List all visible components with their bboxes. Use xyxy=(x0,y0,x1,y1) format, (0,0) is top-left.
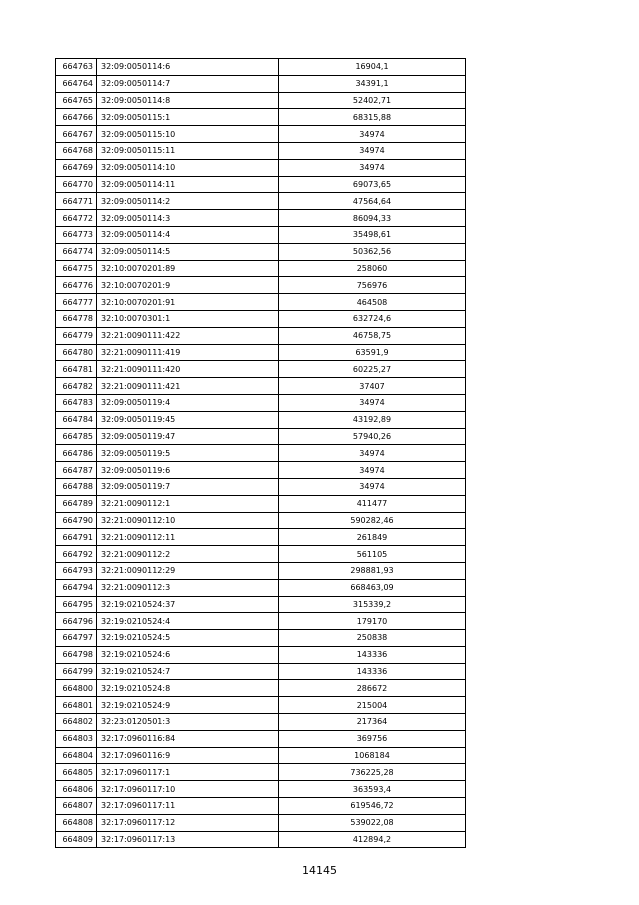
record-number-cell: 664799 xyxy=(56,663,97,680)
registry-table xyxy=(55,58,466,848)
table-row xyxy=(56,394,466,411)
record-number-cell: 664784 xyxy=(56,411,97,428)
table-row xyxy=(56,378,466,395)
table-row xyxy=(56,226,466,243)
record-number-cell: 664797 xyxy=(56,630,97,647)
record-number-cell: 664792 xyxy=(56,546,97,563)
table-row xyxy=(56,344,466,361)
cadastral-number-cell: 32:19:0210524:8 xyxy=(97,680,279,697)
table-row xyxy=(56,714,466,731)
table-row xyxy=(56,781,466,798)
cadastral-number-cell: 32:09:0050114:11 xyxy=(97,176,279,193)
cadastral-number-cell: 32:21:0090111:419 xyxy=(97,344,279,361)
record-number-cell: 664776 xyxy=(56,277,97,294)
record-number-cell: 664779 xyxy=(56,327,97,344)
table-row xyxy=(56,814,466,831)
record-number-cell: 664770 xyxy=(56,176,97,193)
cadastral-number-cell: 32:19:0210524:7 xyxy=(97,663,279,680)
value-cell: 37407 xyxy=(279,378,466,395)
cadastral-number-cell: 32:17:0960117:13 xyxy=(97,831,279,848)
cadastral-number-cell: 32:09:0050119:45 xyxy=(97,411,279,428)
cadastral-number-cell: 32:10:0070201:9 xyxy=(97,277,279,294)
table-row xyxy=(56,109,466,126)
table-row xyxy=(56,277,466,294)
cadastral-number-cell: 32:09:0050114:8 xyxy=(97,92,279,109)
table-row xyxy=(56,697,466,714)
value-cell: 16904,1 xyxy=(279,59,466,76)
value-cell: 57940,26 xyxy=(279,428,466,445)
cadastral-number-cell: 32:17:0960116:84 xyxy=(97,730,279,747)
value-cell: 50362,56 xyxy=(279,243,466,260)
value-cell: 52402,71 xyxy=(279,92,466,109)
cadastral-number-cell: 32:17:0960117:10 xyxy=(97,781,279,798)
table-row xyxy=(56,529,466,546)
record-number-cell: 664803 xyxy=(56,730,97,747)
record-number-cell: 664772 xyxy=(56,210,97,227)
cadastral-number-cell: 32:17:0960117:12 xyxy=(97,814,279,831)
value-cell: 412894,2 xyxy=(279,831,466,848)
value-cell: 35498,61 xyxy=(279,226,466,243)
value-cell: 34974 xyxy=(279,126,466,143)
table-row xyxy=(56,646,466,663)
cadastral-number-cell: 32:09:0050115:10 xyxy=(97,126,279,143)
table-row xyxy=(56,75,466,92)
value-cell: 143336 xyxy=(279,646,466,663)
record-number-cell: 664773 xyxy=(56,226,97,243)
cadastral-number-cell: 32:10:0070201:89 xyxy=(97,260,279,277)
cadastral-number-cell: 32:09:0050119:4 xyxy=(97,394,279,411)
table-row xyxy=(56,596,466,613)
value-cell: 539022,08 xyxy=(279,814,466,831)
table-row xyxy=(56,680,466,697)
value-cell: 34974 xyxy=(279,394,466,411)
record-number-cell: 664766 xyxy=(56,109,97,126)
record-number-cell: 664807 xyxy=(56,798,97,815)
cadastral-number-cell: 32:09:0050119:6 xyxy=(97,462,279,479)
table-row xyxy=(56,546,466,563)
value-cell: 363593,4 xyxy=(279,781,466,798)
value-cell: 369756 xyxy=(279,730,466,747)
value-cell: 619546,72 xyxy=(279,798,466,815)
record-number-cell: 664764 xyxy=(56,75,97,92)
record-number-cell: 664806 xyxy=(56,781,97,798)
table-row xyxy=(56,126,466,143)
cadastral-number-cell: 32:09:0050114:2 xyxy=(97,193,279,210)
value-cell: 34974 xyxy=(279,462,466,479)
value-cell: 590282,46 xyxy=(279,512,466,529)
table-row xyxy=(56,176,466,193)
cadastral-number-cell: 32:09:0050114:6 xyxy=(97,59,279,76)
record-number-cell: 664778 xyxy=(56,310,97,327)
table-row xyxy=(56,747,466,764)
table-row xyxy=(56,294,466,311)
value-cell: 34974 xyxy=(279,142,466,159)
table-row xyxy=(56,579,466,596)
page-number: 14145 xyxy=(302,864,337,877)
record-number-cell: 664791 xyxy=(56,529,97,546)
value-cell: 86094,33 xyxy=(279,210,466,227)
record-number-cell: 664789 xyxy=(56,495,97,512)
table-row xyxy=(56,730,466,747)
table-row xyxy=(56,764,466,781)
cadastral-number-cell: 32:09:0050114:4 xyxy=(97,226,279,243)
table-row xyxy=(56,512,466,529)
record-number-cell: 664783 xyxy=(56,394,97,411)
record-number-cell: 664793 xyxy=(56,562,97,579)
table-row xyxy=(56,428,466,445)
table-row xyxy=(56,831,466,848)
cadastral-number-cell: 32:21:0090112:11 xyxy=(97,529,279,546)
table-row xyxy=(56,92,466,109)
cadastral-number-cell: 32:10:0070201:91 xyxy=(97,294,279,311)
cadastral-number-cell: 32:19:0210524:37 xyxy=(97,596,279,613)
record-number-cell: 664781 xyxy=(56,361,97,378)
value-cell: 34974 xyxy=(279,159,466,176)
value-cell: 250838 xyxy=(279,630,466,647)
value-cell: 258060 xyxy=(279,260,466,277)
record-number-cell: 664780 xyxy=(56,344,97,361)
value-cell: 43192,89 xyxy=(279,411,466,428)
record-number-cell: 664771 xyxy=(56,193,97,210)
value-cell: 756976 xyxy=(279,277,466,294)
value-cell: 736225,28 xyxy=(279,764,466,781)
value-cell: 46758,75 xyxy=(279,327,466,344)
table-row xyxy=(56,613,466,630)
value-cell: 217364 xyxy=(279,714,466,731)
value-cell: 411477 xyxy=(279,495,466,512)
record-number-cell: 664774 xyxy=(56,243,97,260)
table-row xyxy=(56,411,466,428)
value-cell: 34974 xyxy=(279,445,466,462)
value-cell: 60225,27 xyxy=(279,361,466,378)
cadastral-number-cell: 32:19:0210524:6 xyxy=(97,646,279,663)
table-row xyxy=(56,193,466,210)
cadastral-number-cell: 32:21:0090112:2 xyxy=(97,546,279,563)
table-row xyxy=(56,361,466,378)
cadastral-number-cell: 32:09:0050114:5 xyxy=(97,243,279,260)
table-row xyxy=(56,663,466,680)
cadastral-number-cell: 32:19:0210524:9 xyxy=(97,697,279,714)
table-row xyxy=(56,159,466,176)
record-number-cell: 664800 xyxy=(56,680,97,697)
cadastral-number-cell: 32:19:0210524:4 xyxy=(97,613,279,630)
record-number-cell: 664767 xyxy=(56,126,97,143)
cadastral-number-cell: 32:09:0050119:7 xyxy=(97,478,279,495)
record-number-cell: 664768 xyxy=(56,142,97,159)
value-cell: 261849 xyxy=(279,529,466,546)
record-number-cell: 664788 xyxy=(56,478,97,495)
value-cell: 34974 xyxy=(279,478,466,495)
record-number-cell: 664790 xyxy=(56,512,97,529)
cadastral-number-cell: 32:09:0050115:1 xyxy=(97,109,279,126)
record-number-cell: 664782 xyxy=(56,378,97,395)
value-cell: 34391,1 xyxy=(279,75,466,92)
record-number-cell: 664785 xyxy=(56,428,97,445)
cadastral-number-cell: 32:09:0050114:10 xyxy=(97,159,279,176)
table-row xyxy=(56,798,466,815)
value-cell: 215004 xyxy=(279,697,466,714)
record-number-cell: 664802 xyxy=(56,714,97,731)
record-number-cell: 664786 xyxy=(56,445,97,462)
cadastral-number-cell: 32:21:0090112:29 xyxy=(97,562,279,579)
value-cell: 286672 xyxy=(279,680,466,697)
cadastral-number-cell: 32:21:0090111:422 xyxy=(97,327,279,344)
cadastral-number-cell: 32:21:0090112:10 xyxy=(97,512,279,529)
value-cell: 143336 xyxy=(279,663,466,680)
record-number-cell: 664798 xyxy=(56,646,97,663)
value-cell: 47564,64 xyxy=(279,193,466,210)
cadastral-number-cell: 32:17:0960117:1 xyxy=(97,764,279,781)
value-cell: 561105 xyxy=(279,546,466,563)
record-number-cell: 664787 xyxy=(56,462,97,479)
table-row xyxy=(56,562,466,579)
table-row xyxy=(56,495,466,512)
cadastral-number-cell: 32:17:0960116:9 xyxy=(97,747,279,764)
record-number-cell: 664808 xyxy=(56,814,97,831)
value-cell: 69073,65 xyxy=(279,176,466,193)
table-row xyxy=(56,310,466,327)
cadastral-number-cell: 32:19:0210524:5 xyxy=(97,630,279,647)
cadastral-number-cell: 32:09:0050119:47 xyxy=(97,428,279,445)
record-number-cell: 664796 xyxy=(56,613,97,630)
record-number-cell: 664795 xyxy=(56,596,97,613)
record-number-cell: 664794 xyxy=(56,579,97,596)
cadastral-number-cell: 32:17:0960117:11 xyxy=(97,798,279,815)
record-number-cell: 664777 xyxy=(56,294,97,311)
cadastral-number-cell: 32:09:0050119:5 xyxy=(97,445,279,462)
record-number-cell: 664805 xyxy=(56,764,97,781)
value-cell: 179170 xyxy=(279,613,466,630)
table-row xyxy=(56,142,466,159)
cadastral-number-cell: 32:09:0050114:7 xyxy=(97,75,279,92)
record-number-cell: 664769 xyxy=(56,159,97,176)
record-number-cell: 664763 xyxy=(56,59,97,76)
table-row xyxy=(56,462,466,479)
cadastral-number-cell: 32:10:0070301:1 xyxy=(97,310,279,327)
record-number-cell: 664804 xyxy=(56,747,97,764)
value-cell: 315339,2 xyxy=(279,596,466,613)
table-row xyxy=(56,243,466,260)
cadastral-number-cell: 32:23:0120501:3 xyxy=(97,714,279,731)
table-row xyxy=(56,630,466,647)
record-number-cell: 664775 xyxy=(56,260,97,277)
record-number-cell: 664801 xyxy=(56,697,97,714)
registry-table-body xyxy=(56,59,466,848)
cadastral-number-cell: 32:09:0050114:3 xyxy=(97,210,279,227)
table-row xyxy=(56,327,466,344)
value-cell: 63591,9 xyxy=(279,344,466,361)
cadastral-number-cell: 32:21:0090111:421 xyxy=(97,378,279,395)
table-row xyxy=(56,59,466,76)
value-cell: 632724,6 xyxy=(279,310,466,327)
table-row xyxy=(56,260,466,277)
record-number-cell: 664765 xyxy=(56,92,97,109)
value-cell: 1068184 xyxy=(279,747,466,764)
cadastral-number-cell: 32:21:0090111:420 xyxy=(97,361,279,378)
cadastral-number-cell: 32:09:0050115:11 xyxy=(97,142,279,159)
cadastral-number-cell: 32:21:0090112:3 xyxy=(97,579,279,596)
value-cell: 298881,93 xyxy=(279,562,466,579)
cadastral-number-cell: 32:21:0090112:1 xyxy=(97,495,279,512)
record-number-cell: 664809 xyxy=(56,831,97,848)
table-row xyxy=(56,478,466,495)
value-cell: 668463,09 xyxy=(279,579,466,596)
value-cell: 68315,88 xyxy=(279,109,466,126)
table-row xyxy=(56,210,466,227)
value-cell: 464508 xyxy=(279,294,466,311)
table-row xyxy=(56,445,466,462)
